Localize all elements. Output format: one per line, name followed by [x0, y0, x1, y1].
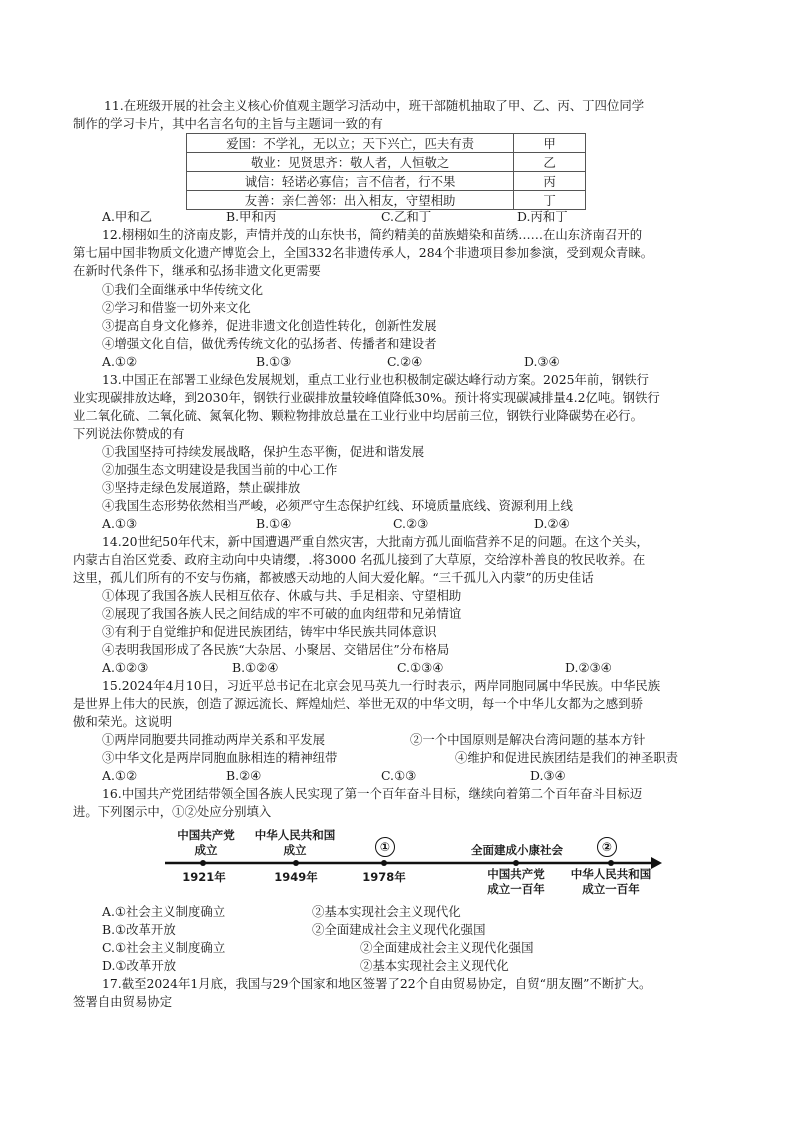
timeline-event-text: 成立一百年 — [487, 882, 545, 896]
timeline-year-1978: 1978年 — [362, 870, 406, 884]
q16-option-c[interactable] — [102, 939, 225, 957]
q14-stem-line-1: 14.20世纪50年代末，新中国遭遇严重自然灾害，大批南方孤儿面临营养不足的问题。在这个关头， — [102, 534, 649, 549]
q13-item-3: ③坚持走绿色发展道路，禁止碳排放 — [102, 480, 301, 495]
q12-stem-line-1: 12.栩栩如生的济南皮影，声情并茂的山东快书，简约精美的苗族蜡染和苗绣……在山东济南召开的 — [102, 227, 643, 242]
card-owner: 乙 — [514, 153, 586, 172]
timeline-year-1949: 1949年 — [274, 870, 318, 884]
q11-stem-line-1: 11.在班级开展的社会主义核心价值观主题学习活动中，班干部随机抽取了甲、乙、丙、丁四位同学 — [104, 98, 645, 113]
table-row — [187, 191, 586, 210]
q11-option-d[interactable]: D.丙和丁 — [517, 209, 568, 224]
q11-stem-line-2: 制作的学习卡片，其中名言名句的主旨与主题词一致的有 — [73, 116, 383, 131]
q13-item-1: ①我国坚持可持续发展战略，保护生态平衡，促进和谐发展 — [102, 444, 425, 459]
timeline-year-1921: 1921年 — [182, 870, 226, 884]
q15-option-b[interactable]: B.②④ — [226, 768, 262, 783]
q13-option-a[interactable]: A.①③ — [102, 516, 138, 531]
q13-stem-line-1: 13.中国正在部署工业绿色发展规划，重点工业行业也积极制定碳达峰行动方案。2025年前，钢铁行 — [102, 372, 649, 387]
q13-stem-line-3: 业二氧化硫、二氧化硫、氮氧化物、颗粒物排放总量在工业行业中均居前三位，钢铁行业降碳势在必行。 — [73, 408, 643, 423]
table-row — [187, 134, 586, 153]
q15-item-4: ④维护和促进民族团结是我们的神圣职责 — [455, 750, 679, 765]
q12-item-1: ①我们全面继承中华传统文化 — [102, 282, 264, 297]
q11-option-b[interactable]: B.甲和丙 — [226, 209, 277, 224]
q13-stem-line-4: 下列说法你赞成的有 — [73, 426, 185, 441]
timeline-event-text: 中国共产党 — [487, 867, 545, 881]
q14-option-d[interactable]: D.②③④ — [565, 660, 612, 675]
timeline-event-cpc-founding — [168, 828, 244, 858]
timeline-event-moderately-prosperous: 全面建成小康社会 — [471, 843, 563, 857]
card-owner: 丙 — [514, 172, 586, 191]
q15-item-3: ③中华文化是两岸同胞血脉相连的精神纽带 — [102, 750, 338, 765]
q14-option-a[interactable]: A.①②③ — [102, 660, 149, 675]
timeline-event-cpc-centenary — [475, 867, 557, 897]
q14-stem-line-2: 内蒙古自治区党委、政府主动向中央请缨，.将3000 名孤儿接到了大草原，交给淳朴善良的牧民收养。在 — [73, 552, 646, 567]
card-quote: 诚信：轻诺必寡信；言不信者，行不果 — [187, 172, 514, 191]
card-owner: 丁 — [514, 191, 586, 210]
q15-stem-line-1: 15.2024年4月10日，习近平总书记在北京会见马英九一行时表示，两岸同胞同属中华民族。中华民族 — [102, 678, 661, 693]
timeline-event-text: 成立 — [283, 843, 307, 857]
q16-option-c-part-2: ②全面建成社会主义现代化强国 — [360, 940, 534, 955]
q14-option-b[interactable]: B.①②④ — [232, 660, 279, 675]
option-part-1: C.①社会主义制度确立 — [102, 940, 226, 955]
blank-marker-2: ② — [597, 837, 617, 857]
q16-stem-line-2: 进。下列图示中，①②处应分别填入 — [73, 804, 272, 819]
q12-item-4: ④增强文化自信，做优秀传统文化的弘扬者、传播者和建设者 — [102, 336, 437, 351]
q12-option-b[interactable]: B.①③ — [256, 354, 292, 369]
q16-option-a-part-2: ②基本实现社会主义现代化 — [312, 904, 461, 919]
blank-marker-1: ① — [375, 837, 395, 857]
q11-option-c[interactable]: C.乙和丁 — [381, 209, 432, 224]
card-owner: 甲 — [514, 134, 586, 153]
q14-item-1: ①体现了我国各族人民相互依存、休戚与共、手足相亲、守望相助 — [102, 588, 462, 603]
q15-option-c[interactable]: C.①③ — [381, 768, 417, 783]
timeline-event-text: 成立一百年 — [582, 882, 640, 896]
q16-stem-line-1: 16.中国共产党团结带领全国各族人民实现了第一个百年奋斗目标，继续向着第二个百年奋斗目标迈 — [102, 786, 643, 801]
card-quote: 敬业：见贤思齐：敬人者，人恒敬之 — [187, 153, 514, 172]
q17-stem-line-1: 17.截至2024年1月底，我国与29个国家和地区签署了22个自由贸易协定，自贸“朋友圈”不断扩大。 — [102, 976, 652, 991]
q16-option-d-part-2: ②基本实现社会主义现代化 — [360, 958, 509, 973]
q17-stem-line-2: 签署自由贸易协定 — [73, 994, 173, 1009]
q12-option-c[interactable]: C.②④ — [387, 354, 423, 369]
q13-stem-line-2: 业实现碳排放达峰，到2030年，钢铁行业碳排放量较峰值降低30%。预计将实现碳减排量4.2亿吨。钢铁行 — [73, 390, 660, 405]
option-part-1: A.①社会主义制度确立 — [102, 904, 226, 919]
q12-item-2: ②学习和借鉴一切外来文化 — [102, 300, 251, 315]
table-row — [187, 172, 586, 191]
q15-stem-line-3: 傲和荣光。这说明 — [73, 714, 173, 729]
q15-option-a[interactable]: A.①② — [102, 768, 138, 783]
q14-stem-line-3: 这里，孤儿们所有的不安与伤痛，都被感天动地的人间大爱化解。“三千孤儿入内蒙”的历史佳话 — [73, 570, 594, 585]
q11-option-a[interactable]: A.甲和乙 — [102, 209, 153, 224]
card-quote: 爱国：不学礼，无以立；天下兴亡，匹夫有责 — [187, 134, 514, 153]
card-quote: 友善：亲仁善邻：出入相友，守望相助 — [187, 191, 514, 210]
q12-option-a[interactable]: A.①② — [102, 354, 138, 369]
table-row — [187, 153, 586, 172]
study-card-table — [186, 133, 586, 210]
q14-item-4: ④表明我国形成了各民族“大杂居、小聚居、交错居住”分布格局 — [102, 642, 450, 657]
timeline-event-text: 中华人民共和国 — [254, 828, 336, 842]
q16-option-b[interactable] — [102, 921, 176, 939]
q14-option-c[interactable]: C.①③④ — [397, 660, 444, 675]
q12-item-3: ③提高自身文化修养，促进非遗文化创造性转化，创新性发展 — [102, 318, 437, 333]
q12-stem-line-3: 在新时代条件下，继承和弘扬非遗文化更需要 — [73, 263, 321, 278]
q14-item-3: ③有利于自觉维护和促进民族团结，铸牢中华民族共同体意识 — [102, 624, 437, 639]
q12-option-d[interactable]: D.③④ — [524, 354, 560, 369]
q13-item-4: ④我国生态形势依然相当严峻，必须严守生态保护红线、环境质量底线、资源利用上线 — [102, 498, 573, 513]
timeline-event-prc-founding — [240, 828, 350, 858]
q15-option-d[interactable]: D.③④ — [530, 768, 566, 783]
timeline-event-prc-centenary — [556, 867, 666, 897]
timeline-event-text: 中国共产党 — [177, 828, 235, 842]
q15-stem-line-2: 是世界上伟大的民族，创造了源远流长、辉煌灿烂、举世无双的中华文明，每一个中华儿女都为之感到骄 — [73, 696, 643, 711]
q14-item-2: ②展现了我国各族人民之间结成的牢不可破的血肉纽带和兄弟情谊 — [102, 606, 462, 621]
q13-item-2: ②加强生态文明建设是我国当前的中心工作 — [102, 462, 338, 477]
q16-option-a[interactable] — [102, 903, 225, 921]
q13-option-d[interactable]: D.②④ — [534, 516, 570, 531]
q12-stem-line-2: 第七届中国非物质文化遗产博览会上，全国332名非遗传承人，284个非遗项目参加参演，受到观众青睐。 — [73, 245, 654, 260]
q16-option-b-part-2: ②全面建成社会主义现代化强国 — [312, 922, 486, 937]
q13-option-b[interactable]: B.①④ — [256, 516, 292, 531]
q15-item-1: ①两岸同胞要共同推动两岸关系和平发展 — [102, 732, 326, 747]
q16-option-d[interactable] — [102, 957, 176, 975]
timeline-event-text: 中华人民共和国 — [570, 867, 652, 881]
option-part-1: D.①改革开放 — [102, 958, 177, 973]
q13-option-c[interactable]: C.②③ — [393, 516, 429, 531]
q15-item-2: ②一个中国原则是解决台湾问题的基本方针 — [410, 732, 646, 747]
option-part-1: B.①改革开放 — [102, 922, 176, 937]
timeline-event-text: 成立 — [194, 843, 218, 857]
